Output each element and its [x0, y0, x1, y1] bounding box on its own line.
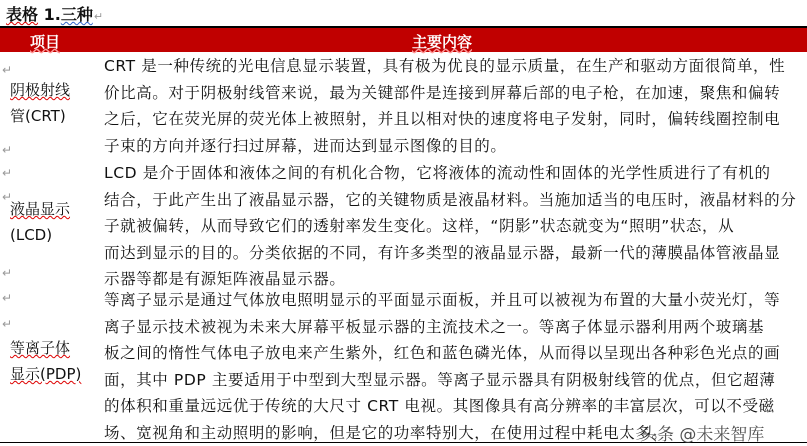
table-caption: 表格 1.三种↵: [6, 5, 104, 24]
content-line: 之后，它在荧光屏的荧光体上被照射，并且以相对快的速度将电子发射，同时，偏转线圈控制电: [104, 110, 781, 128]
content-line: 而达到显示的目的。分类依据的不同，有许多类型的液晶显示器，最新一代的薄膜晶体管液晶显: [104, 243, 781, 262]
label-line: 管(CRT): [10, 107, 66, 125]
content-line: 场、宽视角和主动照明的影响，但是它的功率特别大，在使用过程中耗电太多。: [104, 423, 668, 442]
header-item: 项目: [30, 33, 61, 51]
caption-prefix: 表格: [6, 5, 39, 24]
content-line: 示器等都是有源矩阵液晶显示器。: [104, 270, 346, 288]
content-line: 面，其中 PDP 主要适用于中型到大型显示器。等离子显示器具有阴极射线管的优点，但它超薄: [104, 370, 776, 389]
header-content: 主要内容: [412, 33, 473, 51]
row-content: [104, 160, 804, 293]
content-line: 等离子显示是通过气体放电照明显示的平面显示面板，并且可以被视为布置的大量小荧光灯，等: [104, 291, 781, 309]
content-line: 离子显示技术被视为未来大屏幕平板显示器的主流技术之一。等离子体显示器利用两个玻璃基: [104, 317, 765, 336]
content-line: 子就被偏转，从而导致它们的透射率发生变化。这样，“阴影”状态就变为“照明”状态，从: [104, 217, 735, 235]
label-line: 显示(PDP): [10, 365, 82, 383]
caption-number: 1.: [43, 5, 61, 24]
content-line: 价比高。对于阴极射线管来说，最为关键部件是连接到屏幕后部的电子枪，在加速，聚焦和偏转: [104, 83, 781, 102]
row-label: [10, 196, 70, 248]
content-line: CRT 是一种传统的光电信息显示装置，具有极为优良的显示质量，在生产和驱动方面很简单，性: [104, 57, 786, 75]
content-line: LCD 是介于固体和液体之间的有机化合物，它将液体的流动性和固体的光学性质进行了有机的: [104, 164, 771, 182]
caption-text: 三种: [60, 5, 93, 24]
row-label: [10, 77, 70, 129]
label-line: 阴极射线: [10, 81, 71, 99]
content-line: 板之间的惰性气体电子放电来产生紫外，红色和蓝色磷光体，从而得以呈现出各种彩色光点的画: [104, 344, 781, 362]
content-line: 的体积和重量远远优于传统的大尺寸 CRT 电视。其图像具有高分辨率的丰富层次，可以不受磁: [104, 397, 775, 415]
label-line: 液晶显示: [10, 200, 71, 218]
row-label: [10, 335, 81, 387]
label-line: 等离子体: [10, 339, 71, 357]
label-line: (LCD): [10, 226, 53, 244]
content-line: 结合，于此产生出了液晶显示器，它的关键物质是液晶材料。当施加适当的电压时，液晶材料的分: [104, 190, 797, 209]
row-content: [104, 53, 804, 159]
watermark: 头条 @未来智库: [640, 425, 765, 445]
content-line: 子束的方向并逐行扫过屏幕，进而达到显示图像的目的。: [104, 136, 507, 155]
table-header: [0, 28, 807, 52]
